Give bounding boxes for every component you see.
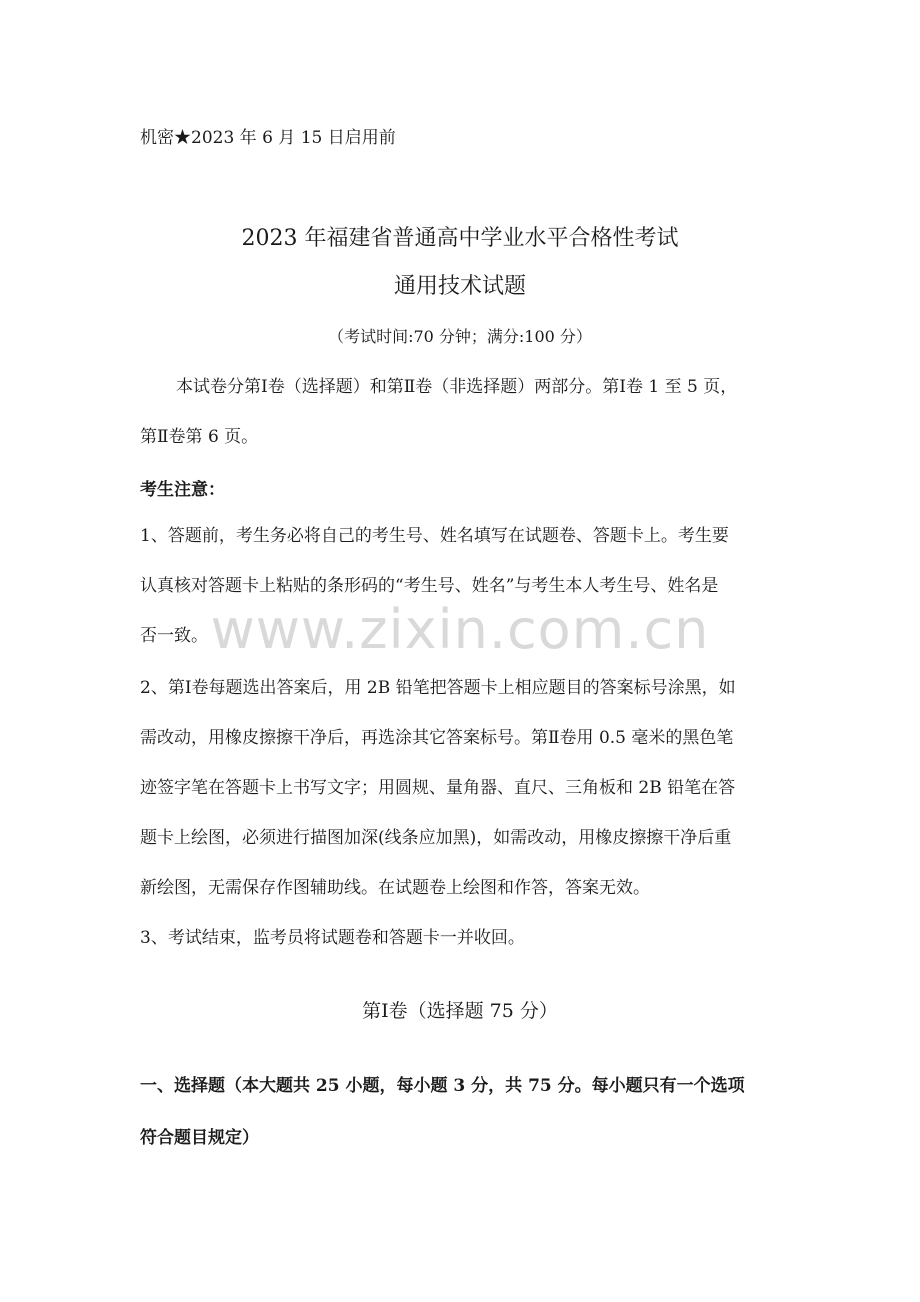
exam-title: 2023 年福建省普通高中学业水平合格性考试 (241, 226, 679, 251)
question-group-line-1: 一、选择题（本大题共 25 小题，每小题 3 分，共 75 分。每小题只有一个选项 (140, 1076, 745, 1096)
notice-item-2-line-3: 迹签字笔在答题卡上书写文字；用圆规、量角器、直尺、三角板和 2B 铅笔在答 (140, 778, 736, 798)
notice-item-3: 3、考试结束，监考员将试题卷和答题卡一并收回。 (140, 928, 525, 948)
notice-heading: 考生注意： (140, 480, 225, 500)
watermark: www.zixin.com.cn (210, 598, 710, 661)
intro-line-2: 第Ⅱ卷第 6 页。 (140, 427, 259, 447)
question-group-line-2: 符合题目规定） (140, 1128, 259, 1148)
exam-info: （考试时间:70 分钟；满分:100 分） (328, 327, 592, 346)
section-heading: 第Ⅰ卷（选择题 75 分） (362, 1000, 558, 1022)
notice-item-2-line-2: 需改动，用橡皮擦擦干净后，再选涂其它答案标号。第Ⅱ卷用 0.5 毫米的黑色笔 (140, 728, 734, 748)
confidential-header: 机密★2023 年 6 月 15 日启用前 (140, 128, 396, 148)
subject-title: 通用技术试题 (393, 274, 526, 299)
notice-item-2-line-1: 2、第Ⅰ卷每题选出答案后，用 2B 铅笔把答题卡上相应题目的答案标号涂黑，如 (140, 678, 736, 698)
intro-line-1: 本试卷分第Ⅰ卷（选择题）和第Ⅱ卷（非选择题）两部分。第Ⅰ卷 1 至 5 页， (176, 377, 738, 397)
notice-item-2-line-4: 题卡上绘图，必须进行描图加深(线条应加黑)，如需改动，用橡皮擦擦干净后重 (140, 828, 732, 848)
notice-item-1-line-1: 1、答题前，考生务必将自己的考生号、姓名填写在试题卷、答题卡上。考生要 (140, 526, 729, 546)
notice-item-1-line-3: 否一致。 (140, 626, 208, 646)
notice-item-2-line-5: 新绘图，无需保存作图辅助线。在试题卷上绘图和作答，答案无效。 (140, 878, 650, 898)
notice-item-1-line-2: 认真核对答题卡上粘贴的条形码的“考生号、姓名”与考生本人考生号、姓名是 (140, 576, 719, 596)
